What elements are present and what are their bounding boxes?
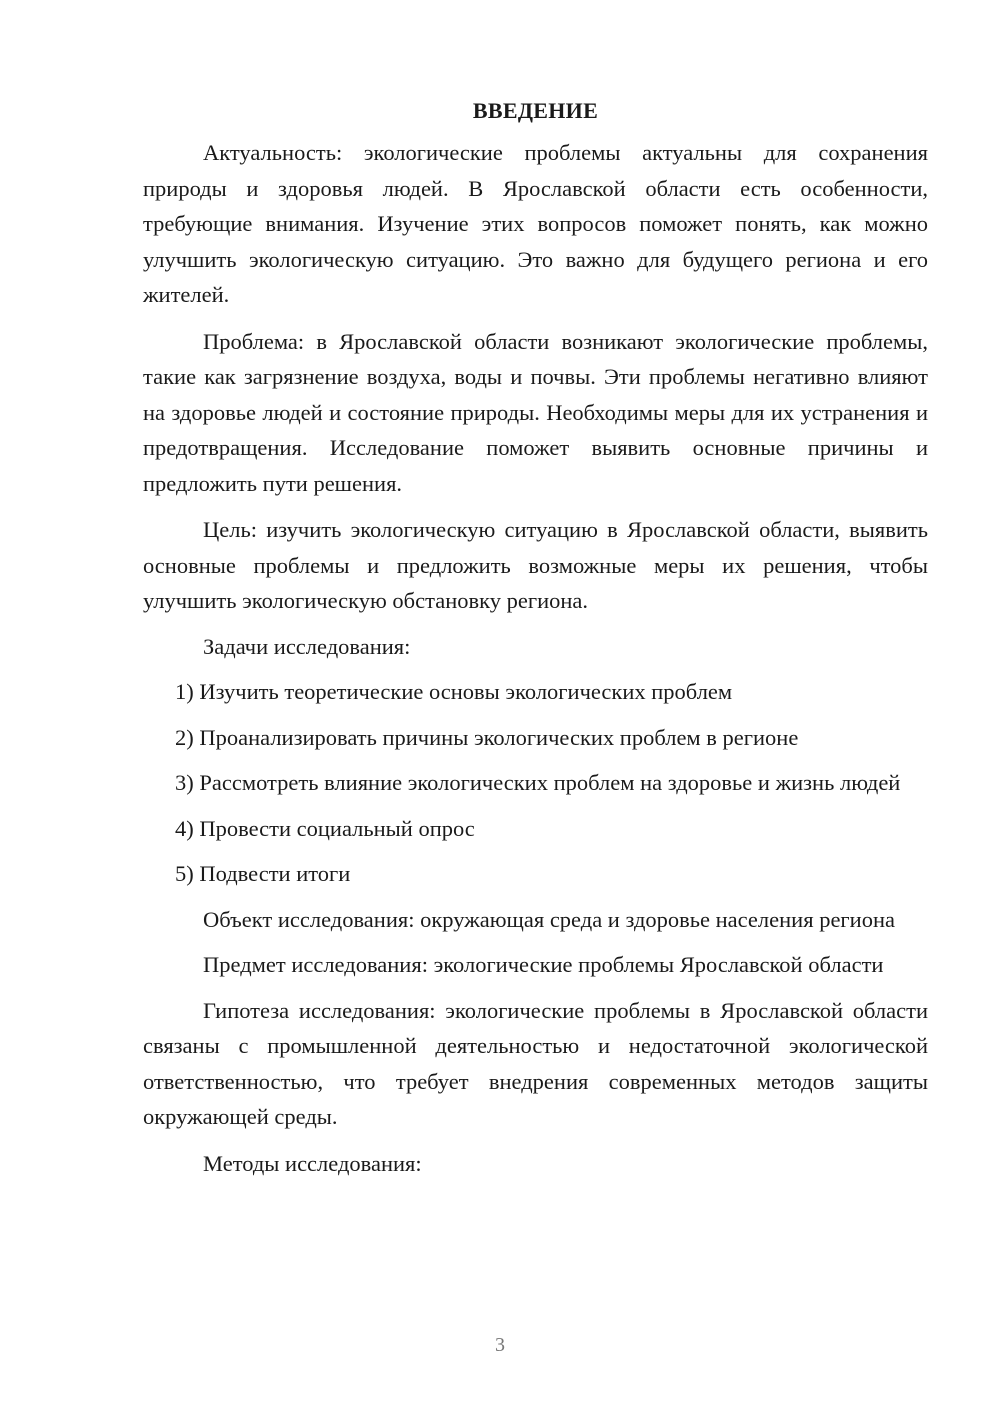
task-item-4: 4) Провести социальный опрос: [175, 815, 475, 841]
task-item-1: 1) Изучить теоретические основы экологических проблем: [175, 679, 733, 704]
object-paragraph: Объект исследования: окружающая среда и здоровье населения региона: [203, 906, 895, 932]
subject-paragraph: Предмет исследования: экологические проблемы Ярославской области: [203, 952, 884, 977]
page-number: 3: [495, 1334, 505, 1356]
methods-label: Методы исследования:: [203, 1150, 422, 1176]
hypothesis-paragraph: Гипотеза исследования: экологические проблемы в Ярославской области связаны с промышленной деятельностью и недостаточной экологической ответственностью, что требует внедрения современных методов защиты окружающей среды.: [143, 997, 928, 1129]
tasks-label: Задачи исследования:: [203, 633, 411, 659]
task-item-3: 3) Рассмотреть влияние экологических проблем на здоровье и жизнь людей: [175, 770, 901, 795]
goal-paragraph: Цель: изучить экологическую ситуацию в Ярославской области, выявить основные проблемы и предложить возможные меры их решения, чтобы улучшить экологическую обстановку региона.: [143, 517, 928, 613]
section-heading: ВВЕДЕНИЕ: [472, 98, 599, 123]
task-item-2: 2) Проанализировать причины экологических проблем в регионе: [175, 724, 799, 750]
relevance-paragraph: Актуальность: экологические проблемы актуальны для сохранения природы и здоровья людей. В Ярославской области есть особенности, требующие внимания. Изучение этих вопросов поможет понять, как можно улучшить экологическую ситуацию. Это важно для будущего региона и его жителей.: [143, 140, 928, 307]
task-item-5: 5) Подвести итоги: [175, 861, 351, 886]
page-content: [143, 96, 928, 1181]
problem-paragraph: Проблема: в Ярославской области возникают экологические проблемы, такие как загрязнение воздуха, воды и почвы. Эти проблемы негативно влияют на здоровье людей и состояние природы. Необходимы меры для их устранения и предотвращения. Исследование поможет выявить основные причины и предложить пути решения.: [143, 328, 928, 496]
